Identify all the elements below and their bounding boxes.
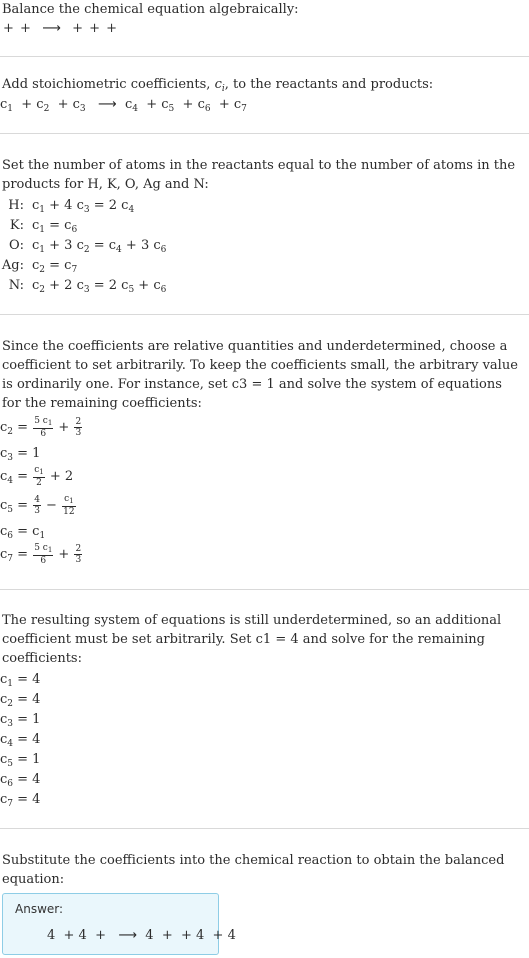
final-row-c2: $c_2 = 4$: [0, 692, 41, 709]
equation-row-h: H: $c_1 + 4$ $c_3 = 2$ $c_4$: [0, 196, 300, 215]
row-label: Ag:: [1, 258, 24, 273]
balanced-equation: 4 + 4 + ⟶ 4 + + 4 + 4: [47, 928, 236, 943]
final-row-c5: $c_5 = 1$: [0, 752, 41, 769]
answer-intro: Substitute the coefficients into the chemical reaction to obtain the balanced equation:: [2, 853, 505, 887]
solution-row-c6: $c_6 = c_1$: [0, 524, 46, 541]
solution-row-c7: $c_7$ = $\frac{5 c_1}{6}$ + $\frac{2}{3}$: [0, 543, 82, 566]
intro-pre: Add stoichiometric coefficients,: [2, 77, 215, 92]
row-label: O:: [8, 238, 24, 253]
row-label: K:: [9, 218, 24, 233]
unbalanced-equation: + + ⟶ + + +: [3, 21, 119, 36]
final-row-c6: $c_6 = 4$: [0, 772, 41, 789]
answer-label: Answer:: [15, 902, 64, 916]
solution-row-c4: $c_4$ = $\frac{c_1}{2}$ + 2: [0, 465, 74, 488]
solve-c1-intro: The resulting system of equations is still underdetermined, so an additional coefficient must be set arbitrarily. Set c1 = 4 and solve for the remaining coefficients:: [2, 613, 502, 666]
equation-row-ag: Ag: $c_2 = c_7$: [1, 258, 78, 275]
divider: [0, 133, 529, 134]
solution-row-c5: $c_5$ = $\frac{4}{3}$ − $\frac{c_1}{12}$: [0, 494, 75, 517]
intro-text: Balance the chemical equation algebraically:: [2, 2, 299, 17]
solve-c3-intro: Since the coefficients are relative quantities and underdetermined, choose a coefficient to set arbitrarily. To keep the coefficients small, the arbitrary value is ordinarily one. For instance, set c3 = 1 and solve the system of equations for the remaining coefficients:: [2, 339, 518, 411]
coefficient-equation: $c_1 + c_2 + c_3$ ⟶ $c_4 + c_5 + c_6 + c_7$: [0, 97, 247, 114]
solution-row-c2: $c_2$ = $\frac{5 c_1}{6}$ + $\frac{2}{3}$: [0, 416, 82, 439]
intro-sub: i: [221, 84, 225, 94]
answer-box: [2, 893, 236, 955]
solution-row-c3: $c_3 = 1$: [0, 446, 41, 463]
final-row-c4: $c_4 = 4$: [0, 732, 41, 749]
atom-balance-intro: Set the number of atoms in the reactants equal to the number of atoms in the products for H, K, O, Ag and N:: [2, 158, 516, 192]
divider: [0, 589, 529, 590]
final-row-c3: $c_3 = 1$: [0, 712, 41, 729]
divider: [0, 314, 529, 315]
final-row-c7: $c_7 = 4$: [0, 792, 41, 809]
row-label: H:: [8, 198, 24, 213]
equation-row-k: K: $c_1 = c_6$: [0, 216, 300, 235]
intro-post: , to the reactants and products:: [224, 77, 434, 92]
equation-row-n: N: $c_2 + 2$ $c_3 = 2$ $c_5 + c_6$: [0, 276, 300, 295]
divider: [0, 828, 529, 829]
equation-row-o: O: $c_1 + 3$ $c_2 = c_4 + 3$ $c_6$: [0, 236, 300, 255]
intro-var: c: [214, 77, 222, 92]
divider: [0, 56, 529, 57]
final-row-c1: $c_1 = 4$: [0, 672, 41, 689]
row-label: N:: [8, 278, 24, 293]
